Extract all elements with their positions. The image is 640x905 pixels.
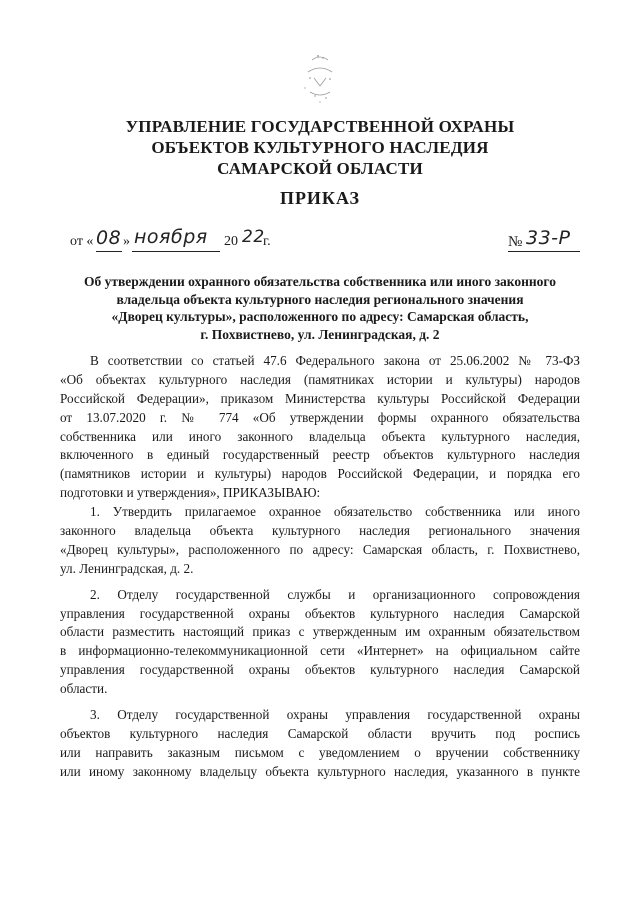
order-body xyxy=(60,352,580,782)
text-line: или направить заказным письмом с уведомлением о вручении собственнику xyxy=(60,744,580,760)
header-line: УПРАВЛЕНИЕ ГОСУДАРСТВЕННОЙ ОХРАНЫ xyxy=(125,117,515,136)
year-prefix: 20 xyxy=(224,234,238,249)
date-month: ноября xyxy=(134,226,208,248)
text-line: собственника или иного законного владельца объекта культурного наследия, xyxy=(60,428,580,444)
agency-header xyxy=(60,116,580,179)
header-line: ОБЪЕКТОВ КУЛЬТУРНОГО НАСЛЕДИЯ xyxy=(151,138,489,157)
subject-line: г. Похвистнево, ул. Ленинградская, д. 2 xyxy=(200,326,440,342)
number-underline xyxy=(508,251,580,252)
date-prefix: от « xyxy=(70,234,94,249)
text-line: (памятников истории и культуры) народов Российской Федерации, и порядка его xyxy=(60,466,580,482)
text-line: подготовки и утверждения», ПРИКАЗЫВАЮ: xyxy=(60,485,321,501)
item-3-paragraph xyxy=(60,706,580,782)
order-subject xyxy=(70,273,570,343)
text-line: законного владельца объекта культурного наследия регионального значения xyxy=(60,523,580,539)
document-number: 33-Р xyxy=(526,227,571,249)
text-line: от 13.07.2020 г. № 774 «Об утверждении формы охранного обязательства xyxy=(60,409,580,425)
document-title: ПРИКАЗ xyxy=(279,188,361,208)
date-number-row xyxy=(70,224,580,254)
preamble-paragraph xyxy=(60,352,580,503)
date-day: 08 xyxy=(96,227,122,249)
text-line: В соответствии со статьей 47.6 Федерального закона от 25.06.2002 № 73-ФЗ xyxy=(90,353,580,368)
text-line: включенного в единый государственный реестр объектов культурного наследия xyxy=(60,447,580,463)
text-line: или иному законному владельцу объекта культурного наследия, указанного в пункте xyxy=(60,763,580,779)
text-line: «Об объектах культурного наследия (памятниках истории и культуры) народов xyxy=(60,371,580,387)
text-line: ул. Ленинградская, д. 2. xyxy=(60,560,194,576)
text-line: «Дворец культуры», расположенного по адресу: Самарская область, г. Похвистнево, xyxy=(60,541,580,557)
subject-line: владельца объекта культурного наследия регионального значения xyxy=(116,291,524,307)
coat-of-arms-emblem xyxy=(290,48,350,108)
text-line: управления государственной охраны объектов культурного наследия Самарской xyxy=(60,605,580,621)
text-line: области разместить настоящий приказ с утвержденным им охранным обязательством xyxy=(60,624,580,640)
number-label: № xyxy=(508,234,523,250)
month-underline xyxy=(132,251,220,252)
text-line: 3. Отделу государственной охраны управления государственной охраны xyxy=(90,707,580,723)
subject-line: «Дворец культуры», расположенного по адресу: Самарская область, xyxy=(111,309,529,324)
subject-line: Об утверждении охранного обязательства собственника или иного законного xyxy=(84,274,556,289)
date-mid: » xyxy=(123,234,130,249)
item-2-paragraph xyxy=(60,586,580,699)
text-line: 2. Отделу государственной службы и организационного сопровождения xyxy=(90,586,580,602)
year-end: г. xyxy=(263,234,271,249)
item-1-paragraph xyxy=(60,503,580,579)
day-underline xyxy=(96,251,122,252)
text-line: 1. Утвердить прилагаемое охранное обязательство собственника или иного xyxy=(90,504,580,520)
year-suffix: 22 xyxy=(242,227,265,247)
text-line: области. xyxy=(60,681,108,697)
text-line: Российской Федерации», приказом Министерства культуры Российской Федерации xyxy=(60,390,580,406)
text-line: в информационно-телекоммуникационной сети «Интернет» на официальном сайте xyxy=(60,643,580,659)
header-line: САМАРСКОЙ ОБЛАСТИ xyxy=(217,159,423,178)
text-line: управления государственной охраны объектов культурного наследия Самарской xyxy=(60,662,580,678)
text-line: объектов культурного наследия Самарской области вручить под роспись xyxy=(60,725,580,741)
